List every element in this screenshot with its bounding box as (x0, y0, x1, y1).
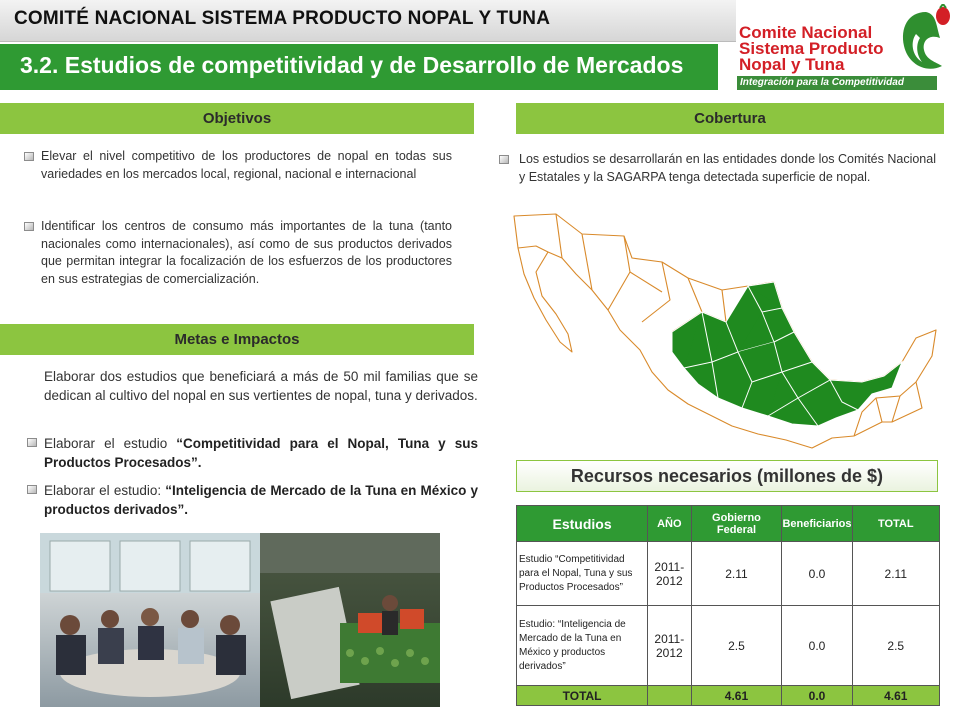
slide-title-bar (0, 44, 718, 90)
logo-line-2: Sistema Producto (739, 39, 884, 58)
cobertura-header: Cobertura (516, 103, 944, 134)
col-header-anio: AÑO (648, 506, 691, 542)
objetivos-header: Objetivos (0, 103, 474, 134)
cell-total-total: 4.61 (852, 686, 939, 706)
col-header-gobierno: Gobierno Federal (691, 506, 782, 542)
bullet-icon (27, 485, 37, 494)
cell-beneficiarios: 0.0 (782, 542, 852, 606)
bullet-icon (499, 155, 509, 164)
slide-title: 3.2. Estudios de competitividad y de Desarrollo de Mercados (20, 52, 684, 78)
bullet-icon (24, 152, 34, 161)
cell-total-gobierno: 4.61 (691, 686, 782, 706)
logo-tagline: Integración para la Competitividad (737, 76, 937, 90)
nopal-logo-icon (896, 4, 956, 78)
cell-beneficiarios: 0.0 (782, 606, 852, 686)
recursos-title: Recursos necesarios (millones de $) (516, 460, 938, 492)
cell-total: 2.5 (852, 606, 939, 686)
table-row (517, 542, 940, 606)
meta-item-2: Elaborar el estudio “Competitividad para el Nopal, Tuna y sus Productos Procesados”. (44, 434, 478, 472)
col-header-estudios: Estudios (517, 506, 648, 542)
cell-estudio: Estudio “Competitividad para el Nopal, Tuna y sus Productos Procesados” (517, 542, 648, 606)
cell-anio: 2011-2012 (648, 542, 691, 606)
recursos-table (516, 505, 940, 706)
bullet-icon (27, 438, 37, 447)
cell-total-beneficiarios: 0.0 (782, 686, 852, 706)
organization-logo (736, 0, 960, 92)
table-total-row (517, 686, 940, 706)
col-header-total: TOTAL (852, 506, 939, 542)
meeting-and-processing-photo (40, 533, 440, 707)
cell-estudio: Estudio: “Inteligencia de Mercado de la Tuna en México y productos derivados” (517, 606, 648, 686)
logo-line-3: Nopal y Tuna (739, 55, 845, 74)
objetivo-item-1: Elevar el nivel competitivo de los productores de nopal en todas sus variedades en los mercados local, regional, nacional e internacional (41, 148, 452, 183)
org-banner (0, 0, 738, 42)
logo-line-1: Comite Nacional (739, 23, 873, 42)
cell-gobierno: 2.5 (691, 606, 782, 686)
table-row (517, 606, 940, 686)
meta-item-1: Elaborar dos estudios que beneficiará a más de 50 mil familias que se dedican al cultivo del nopal en sus vertientes de nopal, tuna y derivados. (44, 369, 478, 403)
table-header-row (517, 506, 940, 542)
bullet-icon (24, 222, 34, 231)
metas-header: Metas e Impactos (0, 324, 474, 355)
org-title: COMITÉ NACIONAL SISTEMA PRODUCTO NOPAL Y TUNA (14, 8, 551, 29)
meta-item-3: Elaborar el estudio: “Inteligencia de Mercado de la Tuna en México y productos derivados”. (44, 481, 478, 519)
mexico-coverage-map (512, 212, 938, 462)
objetivo-item-2: Identificar los centros de consumo más importantes de la tuna (tanto nacionales como internacionales), así como de sus productos derivados que permitan integrar la focalización de los esfuerzos de los productores en sus estrategias de comercialización. (41, 218, 452, 288)
cell-anio: 2011-2012 (648, 606, 691, 686)
cell-total-anio (648, 686, 691, 706)
col-header-beneficiarios: Beneficiarios (782, 506, 852, 542)
cell-gobierno: 2.11 (691, 542, 782, 606)
cell-total: 2.11 (852, 542, 939, 606)
cell-total-label: TOTAL (517, 686, 648, 706)
cobertura-text: Los estudios se desarrollarán en las entidades donde los Comités Nacional y Estatales y la SAGARPA tenga detectada superficie de nopal. (519, 151, 936, 186)
